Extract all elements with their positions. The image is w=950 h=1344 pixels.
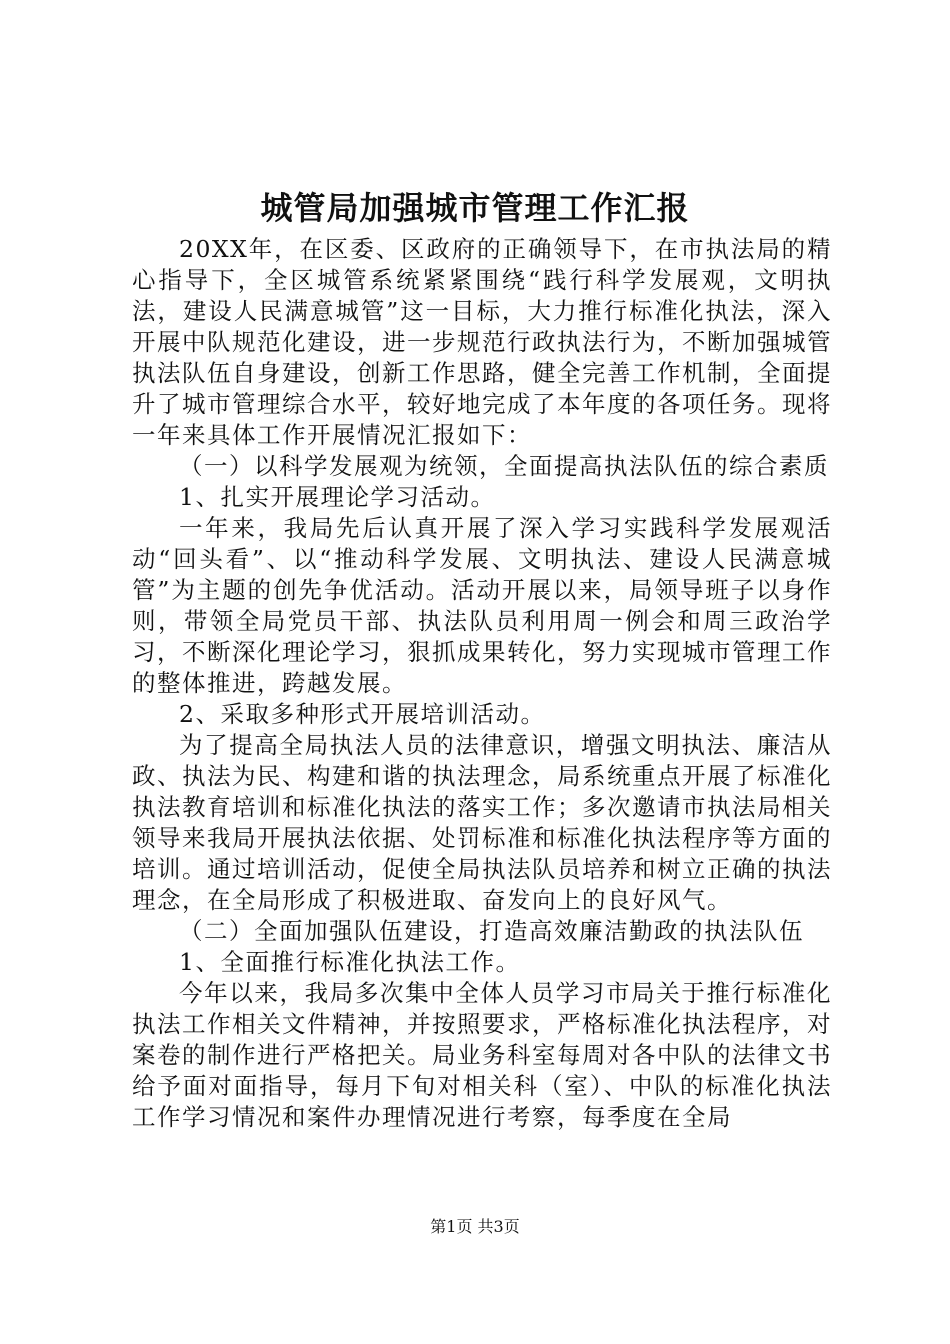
section-heading-2: （二）全面加强队伍建设，打造高效廉洁勤政的执法队伍 [179,917,804,945]
paragraph-1-1: 一年来，我局先后认真开展了深入学习实践科学发展观活动“回头看”、以“推动科学发展、文明执法、建设人民满意城管”为主题的创先争优活动。活动开展以来，局领导班子以身作则，带领全局党员干部、执法队员利用周一例会和周三政治学习，不断深化理论学习，狠抓成果转化，努力实现城市管理工作的整体推进，跨越发展。 [132,514,832,697]
page-footer: 第1页 共3页 [430,1217,520,1236]
subheading-1-1: 1、扎实开展理论学习活动。 [179,483,496,511]
intro-paragraph: 20XX年，在区委、区政府的正确领导下，在市执法局的精心指导下，全区城管系统紧紧围绕“践行科学发展观，文明执法，建设人民满意城管”这一目标，大力推行标准化执法，深入开展中队规范化建设，进一步规范行政执法行为，不断加强城管执法队伍自身建设，创新工作思路，健全完善工作机制，全面提升了城市管理综合水平，较好地完成了本年度的各项任务。现将一年来具体工作开展情况汇报如下： [132,235,832,449]
section-heading-1: （一）以科学发展观为统领，全面提高执法队伍的综合素质 [179,452,829,480]
subheading-1-2: 2、采取多种形式开展培训活动。 [179,700,546,728]
document-body [132,234,832,1133]
document-title: 城管局加强城市管理工作汇报 [260,189,690,227]
paragraph-1-2: 为了提高全局执法人员的法律意识，增强文明执法、廉洁从政、执法为民、构建和谐的执法理念，局系统重点开展了标准化执法教育培训和标准化执法的落实工作；多次邀请市执法局相关领导来我局开展执法依据、处罚标准和标准化执法程序等方面的培训。通过培训活动，促使全局执法队员培养和树立正确的执法理念，在全局形成了积极进取、奋发向上的良好风气。 [132,731,832,914]
paragraph-2-1: 今年以来，我局多次集中全体人员学习市局关于推行标准化执法工作相关文件精神，并按照要求，严格标准化执法程序，对案卷的制作进行严格把关。局业务科室每周对各中队的法律文书给予面对面指导，每月下旬对相关科（室）、中队的标准化执法工作学习情况和案件办理情况进行考察，每季度在全局 [132,979,832,1131]
subheading-2-1: 1、全面推行标准化执法工作。 [179,948,521,976]
